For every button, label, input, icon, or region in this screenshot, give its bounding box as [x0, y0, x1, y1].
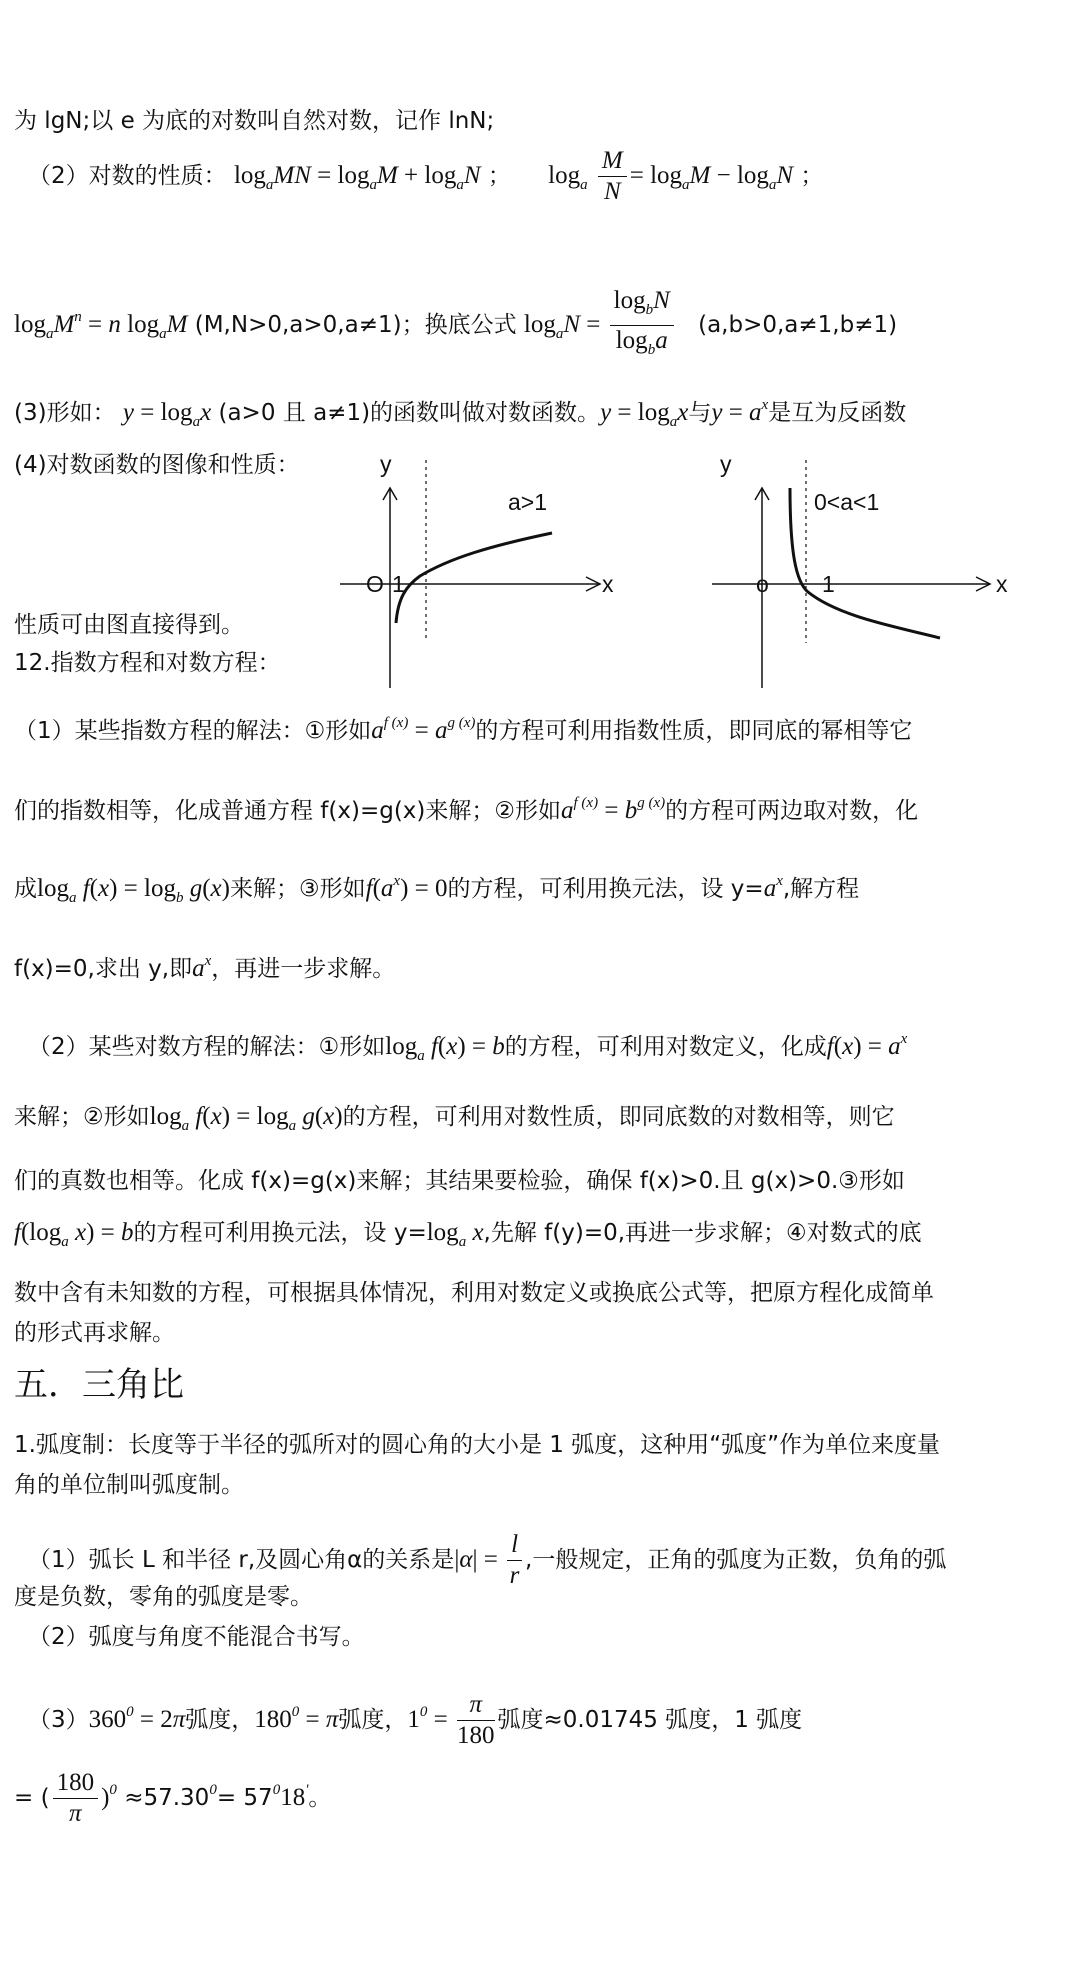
text: 的方程可两边取对数，化 — [665, 798, 919, 824]
change-of-base-line: $\log_aM^n = n$ $\log_aM$ (M,N>0,a>0,a≠1)；换底公式 $\log_aN$ = $\frac{\log_bN}{\log_ba}$ (a,b>0,a≠1,b≠1) — [14, 286, 1066, 365]
text: 角的单位制叫弧度制。 — [14, 1472, 244, 1498]
text-line: f(x)=0,求出 y,即$a^x$，再进一步求解。 — [14, 953, 396, 982]
text-line: = ( $\frac{180}{\pi}$ )$^0 \approx 57.30^0= 57^018'$。 — [14, 1769, 332, 1827]
text-line: （1）某些指数方程的解法：①形如$a^{f (x)} = a^{g (x)}$的方程可利用指数性质，即同底的幂相等它 — [14, 715, 913, 744]
text: 的形式再求解。 — [14, 1320, 175, 1346]
text: 弧度， — [185, 1707, 255, 1733]
text: 们的真数也相等。化成 f(x)=g(x)来解；其结果要检验，确保 f(x)>0.且 g(x)>0.③形如 — [14, 1168, 905, 1194]
text: （1）某些指数方程的解法：①形如 — [14, 718, 372, 744]
text: 12.指数方程和对数方程： — [14, 650, 281, 676]
text: 来解；②形如 — [14, 1104, 150, 1130]
text-line — [28, 1622, 1066, 1652]
fraction: $\frac{M}{N}$ — [598, 146, 627, 207]
text-line — [14, 610, 1066, 640]
text: = 57 — [216, 1785, 273, 1811]
origin-label: O — [366, 571, 384, 597]
text-line — [14, 1582, 1066, 1612]
axis-label: y — [380, 451, 392, 477]
text: ,先解 f(y)=0,再进一步求解；④对数式的底 — [483, 1220, 922, 1246]
text: (a,b>0,a≠1,b≠1) — [698, 312, 898, 338]
log-properties-line: （2）对数的性质： $\log_aMN = \log_aM + \log_aN$ ； $\log_a$ $\frac{M}{N}$ = $\log_aM - \log_aN$ ； — [28, 147, 824, 205]
text: 。 — [308, 1785, 332, 1811]
log-function-line: (3)形如： $y = \log_ax$ (a>0 且 a≠1)的函数叫做对数函数。$y = \log_ax$与$y = a^x$是互为反函数 — [14, 397, 907, 430]
text: 度是负数，零角的弧度是零。 — [14, 1584, 313, 1610]
text: (4)对数函数的图像和性质： — [14, 452, 300, 478]
text-line — [14, 106, 1066, 136]
text-line: （2）某些对数方程的解法：①形如$\log_a f(x) = b$的方程，可利用对数定义，化成$f(x) = a^x$ — [28, 1031, 908, 1064]
text: 与 — [688, 400, 712, 426]
fraction: $\frac{\log_bN}{\log_ba}$ — [610, 286, 674, 365]
text: 数中含有未知数的方程，可根据具体情况，利用对数定义或换底公式等，把原方程化成简单 — [14, 1280, 934, 1306]
section-title — [14, 648, 1066, 678]
fraction: $\frac{180}{\pi}$ — [53, 1768, 99, 1829]
tick-label: 1 — [822, 571, 835, 597]
text: ,解方程 — [782, 876, 860, 902]
text-line — [14, 1166, 1066, 1196]
text: 成 — [14, 876, 37, 902]
text-line: 来解；②形如$\log_a f(x) = \log_a g(x)$的方程，可利用对数性质，即同底数的对数相等，则它 — [14, 1103, 895, 1134]
text: 来解；③形如 — [229, 876, 366, 902]
axis-label: y — [720, 451, 732, 477]
text: 的方程，可利用对数性质，即同底数的对数相等，则它 — [342, 1104, 895, 1130]
text: 们的指数相等，化成普通方程 f(x)=g(x)来解；②形如 — [14, 798, 562, 824]
section-heading — [14, 1364, 1066, 1406]
text: 的方程，可利用换元法，设 y= — [447, 876, 764, 902]
text-line — [14, 1278, 1066, 1308]
text-line: 们的指数相等，化成普通方程 f(x)=g(x)来解；②形如$a^{f (x)} = b^{g (x)}$的方程可两边取对数，化 — [14, 795, 919, 824]
text: ，再进一步求解。 — [211, 956, 396, 982]
text: （2）弧度与角度不能混合书写。 — [28, 1624, 365, 1650]
text: 的方程可利用指数性质，即同底的幂相等它 — [475, 718, 913, 744]
text-line: $(3)360^0 = 2\pi$弧度，$180^0 = \pi$弧度，$1^0$ = $\frac{\pi}{180}$ 弧度≈0.01745 弧度，1 弧度 — [28, 1691, 803, 1749]
origin-label: o — [756, 571, 769, 597]
text: 性质可由图直接得到。 — [14, 612, 244, 638]
text: 是互为反函数 — [768, 400, 907, 426]
curve-label: a>1 — [508, 489, 548, 515]
text: (M,N>0,a>0,a≠1)；换底公式 — [194, 312, 517, 338]
text: 弧度≈0.01745 弧度，1 弧度 — [497, 1707, 803, 1733]
text: ； — [800, 163, 824, 189]
text-line — [14, 1318, 1066, 1348]
text: (3)形如： — [14, 400, 116, 426]
text-line — [14, 1430, 1066, 1460]
text-line: 成$\log_a f(x) = \log_b g(x)$来解；③形如$f(a^x) = 0$的方程，可利用换元法，设 $y=a^x$,解方程 — [14, 873, 860, 906]
text: 的方程，可利用对数定义，化成 — [504, 1034, 827, 1060]
text: 五．三角比 — [14, 1365, 184, 1405]
axis-label: x — [996, 571, 1008, 597]
text: 弧度， — [338, 1707, 408, 1733]
text: = ( — [14, 1785, 50, 1811]
text: （2）某些对数方程的解法：①形如 — [28, 1034, 386, 1060]
axis-label: x — [602, 571, 614, 597]
fraction: $\frac{l}{r}$ — [507, 1530, 522, 1591]
text: 为 lgN;以 e 为底的对数叫自然对数，记作 lnN; — [14, 108, 495, 134]
text: 1.弧度制：长度等于半径的弧所对的圆心角的大小是 1 弧度，这种用“弧度”作为单位来度量 — [14, 1432, 941, 1458]
text: （1）弧长 L 和半径 r,及圆心角α的关系是 — [28, 1547, 455, 1573]
text: (a>0 且 a≠1)的函数叫做对数函数。 — [218, 400, 601, 426]
text-line — [14, 1470, 1066, 1500]
curve-label: 0<a<1 — [814, 489, 880, 515]
text: （2）对数的性质： — [28, 163, 227, 189]
text: ； — [487, 163, 511, 189]
fraction: $\frac{\pi}{180}$ — [457, 1691, 495, 1749]
text: （3） — [28, 1707, 89, 1733]
text: f(x)=0,求出 y,即 — [14, 956, 193, 982]
text-line: （1）弧长 L 和半径 r,及圆心角α的关系是|α| = $\frac{l}{r}$ ,一般规定，正角的弧度为正数，负角的弧 — [28, 1531, 947, 1589]
text: ≈57.30 — [124, 1785, 210, 1811]
text-line: $f(\log_a$ x) = b的方程可利用换元法，设 $y=\log_a$ x,先解 f(y)=0,再进一步求解；④对数式的底 — [14, 1219, 922, 1250]
text: ,一般规定，正角的弧度为正数，负角的弧 — [525, 1547, 947, 1573]
tick-label: 1 — [392, 571, 405, 597]
text: 的方程可利用换元法，设 y= — [133, 1220, 427, 1246]
